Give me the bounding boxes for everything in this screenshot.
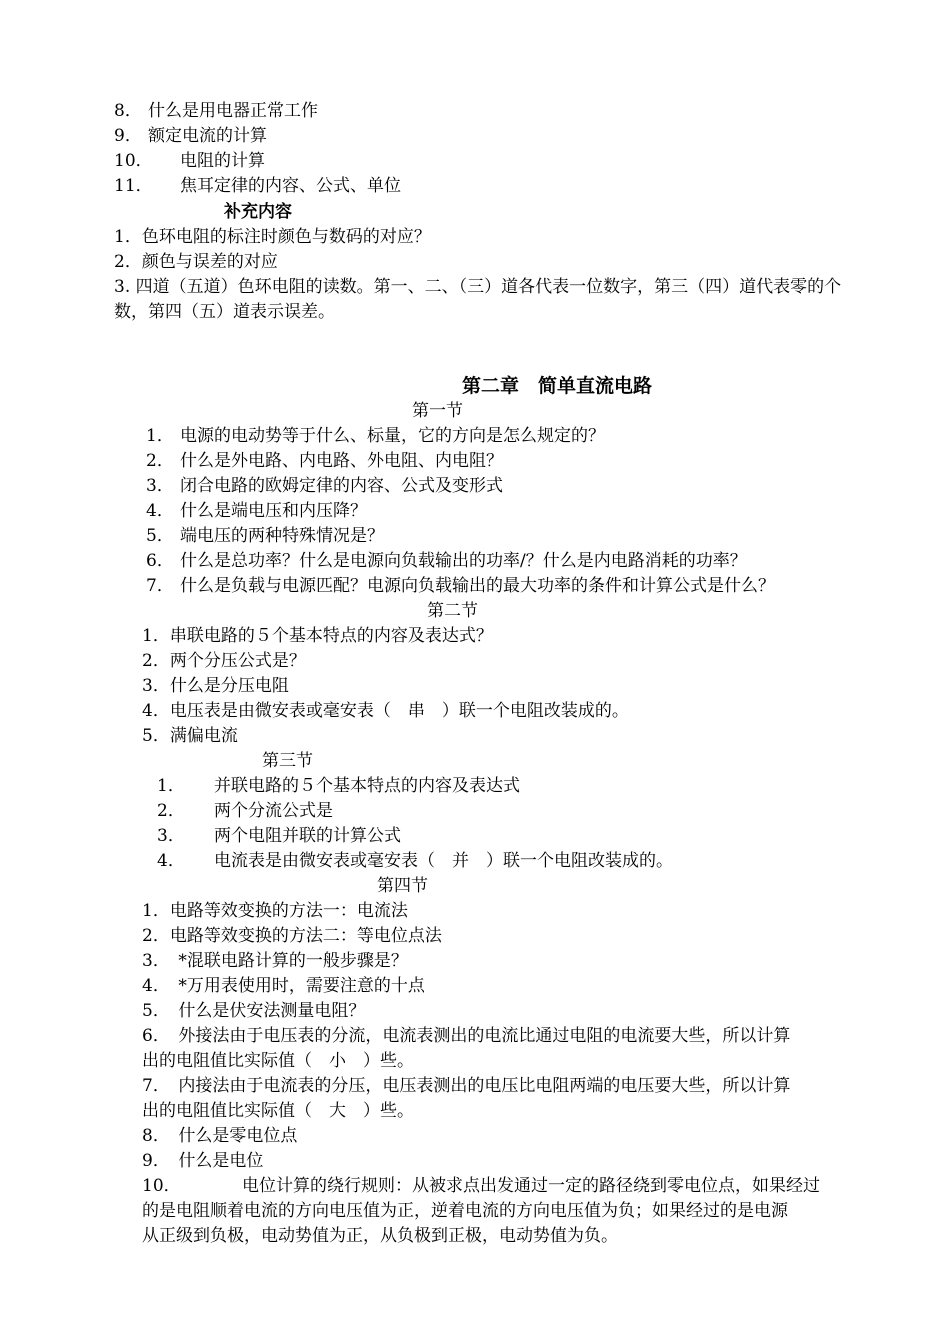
list-item: 5．满偏电流 — [142, 726, 238, 746]
list-item: 8． 什么是用电器正常工作 — [114, 101, 318, 121]
list-item: 4． *万用表使用时，需要注意的十点 — [142, 976, 425, 996]
list-item: 2．颜色与误差的对应 — [114, 252, 278, 272]
section-heading: 第二节 — [427, 601, 478, 621]
list-item: 5． 端电压的两种特殊情况是？ — [146, 526, 384, 546]
list-item: 9． 额定电流的计算 — [114, 126, 267, 146]
paragraph-line: 出的电阻值比实际值（ 小 ）些。 — [142, 1051, 414, 1071]
section-heading: 第四节 — [377, 876, 428, 896]
paragraph-line: 从正级到负极，电动势值为正，从负极到正极，电动势值为负。 — [142, 1226, 618, 1246]
list-item: 1． 并联电路的５个基本特点的内容及表达式 — [157, 776, 520, 796]
list-item: 1．串联电路的５个基本特点的内容及表达式？ — [142, 626, 493, 646]
paragraph-line: 6． 外接法由于电压表的分流，电流表测出的电流比通过电阻的电流要大些，所以计算 — [142, 1026, 791, 1046]
paragraph-line: 7． 内接法由于电流表的分压，电压表测出的电压比电阻两端的电压要大些，所以计算 — [142, 1076, 791, 1096]
section-heading: 补充内容 — [224, 202, 292, 222]
list-item: 3． *混联电路计算的一般步骤是？ — [142, 951, 408, 971]
list-item: 2． 什么是外电路、内电路、外电阻、内电阻？ — [146, 451, 503, 471]
paragraph-line: 10． 电位计算的绕行规则：从被求点出发通过一定的路径绕到零电位点，如果经过 — [142, 1176, 820, 1196]
section-heading: 第三节 — [262, 751, 313, 771]
list-item: 2．两个分压公式是？ — [142, 651, 306, 671]
list-item: 2． 两个分流公式是 — [157, 801, 333, 821]
list-item: 1．电路等效变换的方法一：电流法 — [142, 901, 408, 921]
list-item: 10． 电阻的计算 — [114, 151, 265, 171]
list-item: 3． 闭合电路的欧姆定律的内容、公式及变形式 — [146, 476, 503, 496]
section-heading: 第一节 — [412, 401, 463, 421]
list-item: 5． 什么是伏安法测量电阻？ — [142, 1001, 366, 1021]
list-item: 4． 电流表是由微安表或毫安表（ 并 ）联一个电阻改装成的。 — [157, 851, 673, 871]
list-item: 8． 什么是零电位点 — [142, 1126, 298, 1146]
list-item: 6． 什么是总功率？什么是电源向负载输出的功率/？什么是内电路消耗的功率？ — [146, 551, 747, 571]
list-item: 4．电压表是由微安表或毫安表（ 串 ）联一个电阻改装成的。 — [142, 701, 629, 721]
chapter-title: 第二章 简单直流电路 — [462, 375, 653, 397]
list-item: 3．什么是分压电阻 — [142, 676, 289, 696]
list-item: 7． 什么是负载与电源匹配？电源向负载输出的最大功率的条件和计算公式是什么？ — [146, 576, 775, 596]
list-item: 1．色环电阻的标注时颜色与数码的对应？ — [114, 227, 431, 247]
list-item: 11． 焦耳定律的内容、公式、单位 — [114, 176, 401, 196]
list-item: 9． 什么是电位 — [142, 1151, 264, 1171]
paragraph-line: 3. 四道（五道）色环电阻的读数。第一、二、（三）道各代表一位数字，第三（四）道代表零的个 — [114, 277, 842, 297]
list-item: 2．电路等效变换的方法二：等电位点法 — [142, 926, 442, 946]
list-item: 4． 什么是端电压和内压降？ — [146, 501, 367, 521]
paragraph-line: 数，第四（五）道表示误差。 — [114, 302, 335, 322]
list-item: 1． 电源的电动势等于什么、标量，它的方向是怎么规定的？ — [146, 426, 605, 446]
paragraph-line: 出的电阻值比实际值（ 大 ）些。 — [142, 1101, 414, 1121]
paragraph-line: 的是电阻顺着电流的方向电压值为正，逆着电流的方向电压值为负；如果经过的是电源 — [142, 1201, 788, 1221]
list-item: 3． 两个电阻并联的计算公式 — [157, 826, 401, 846]
